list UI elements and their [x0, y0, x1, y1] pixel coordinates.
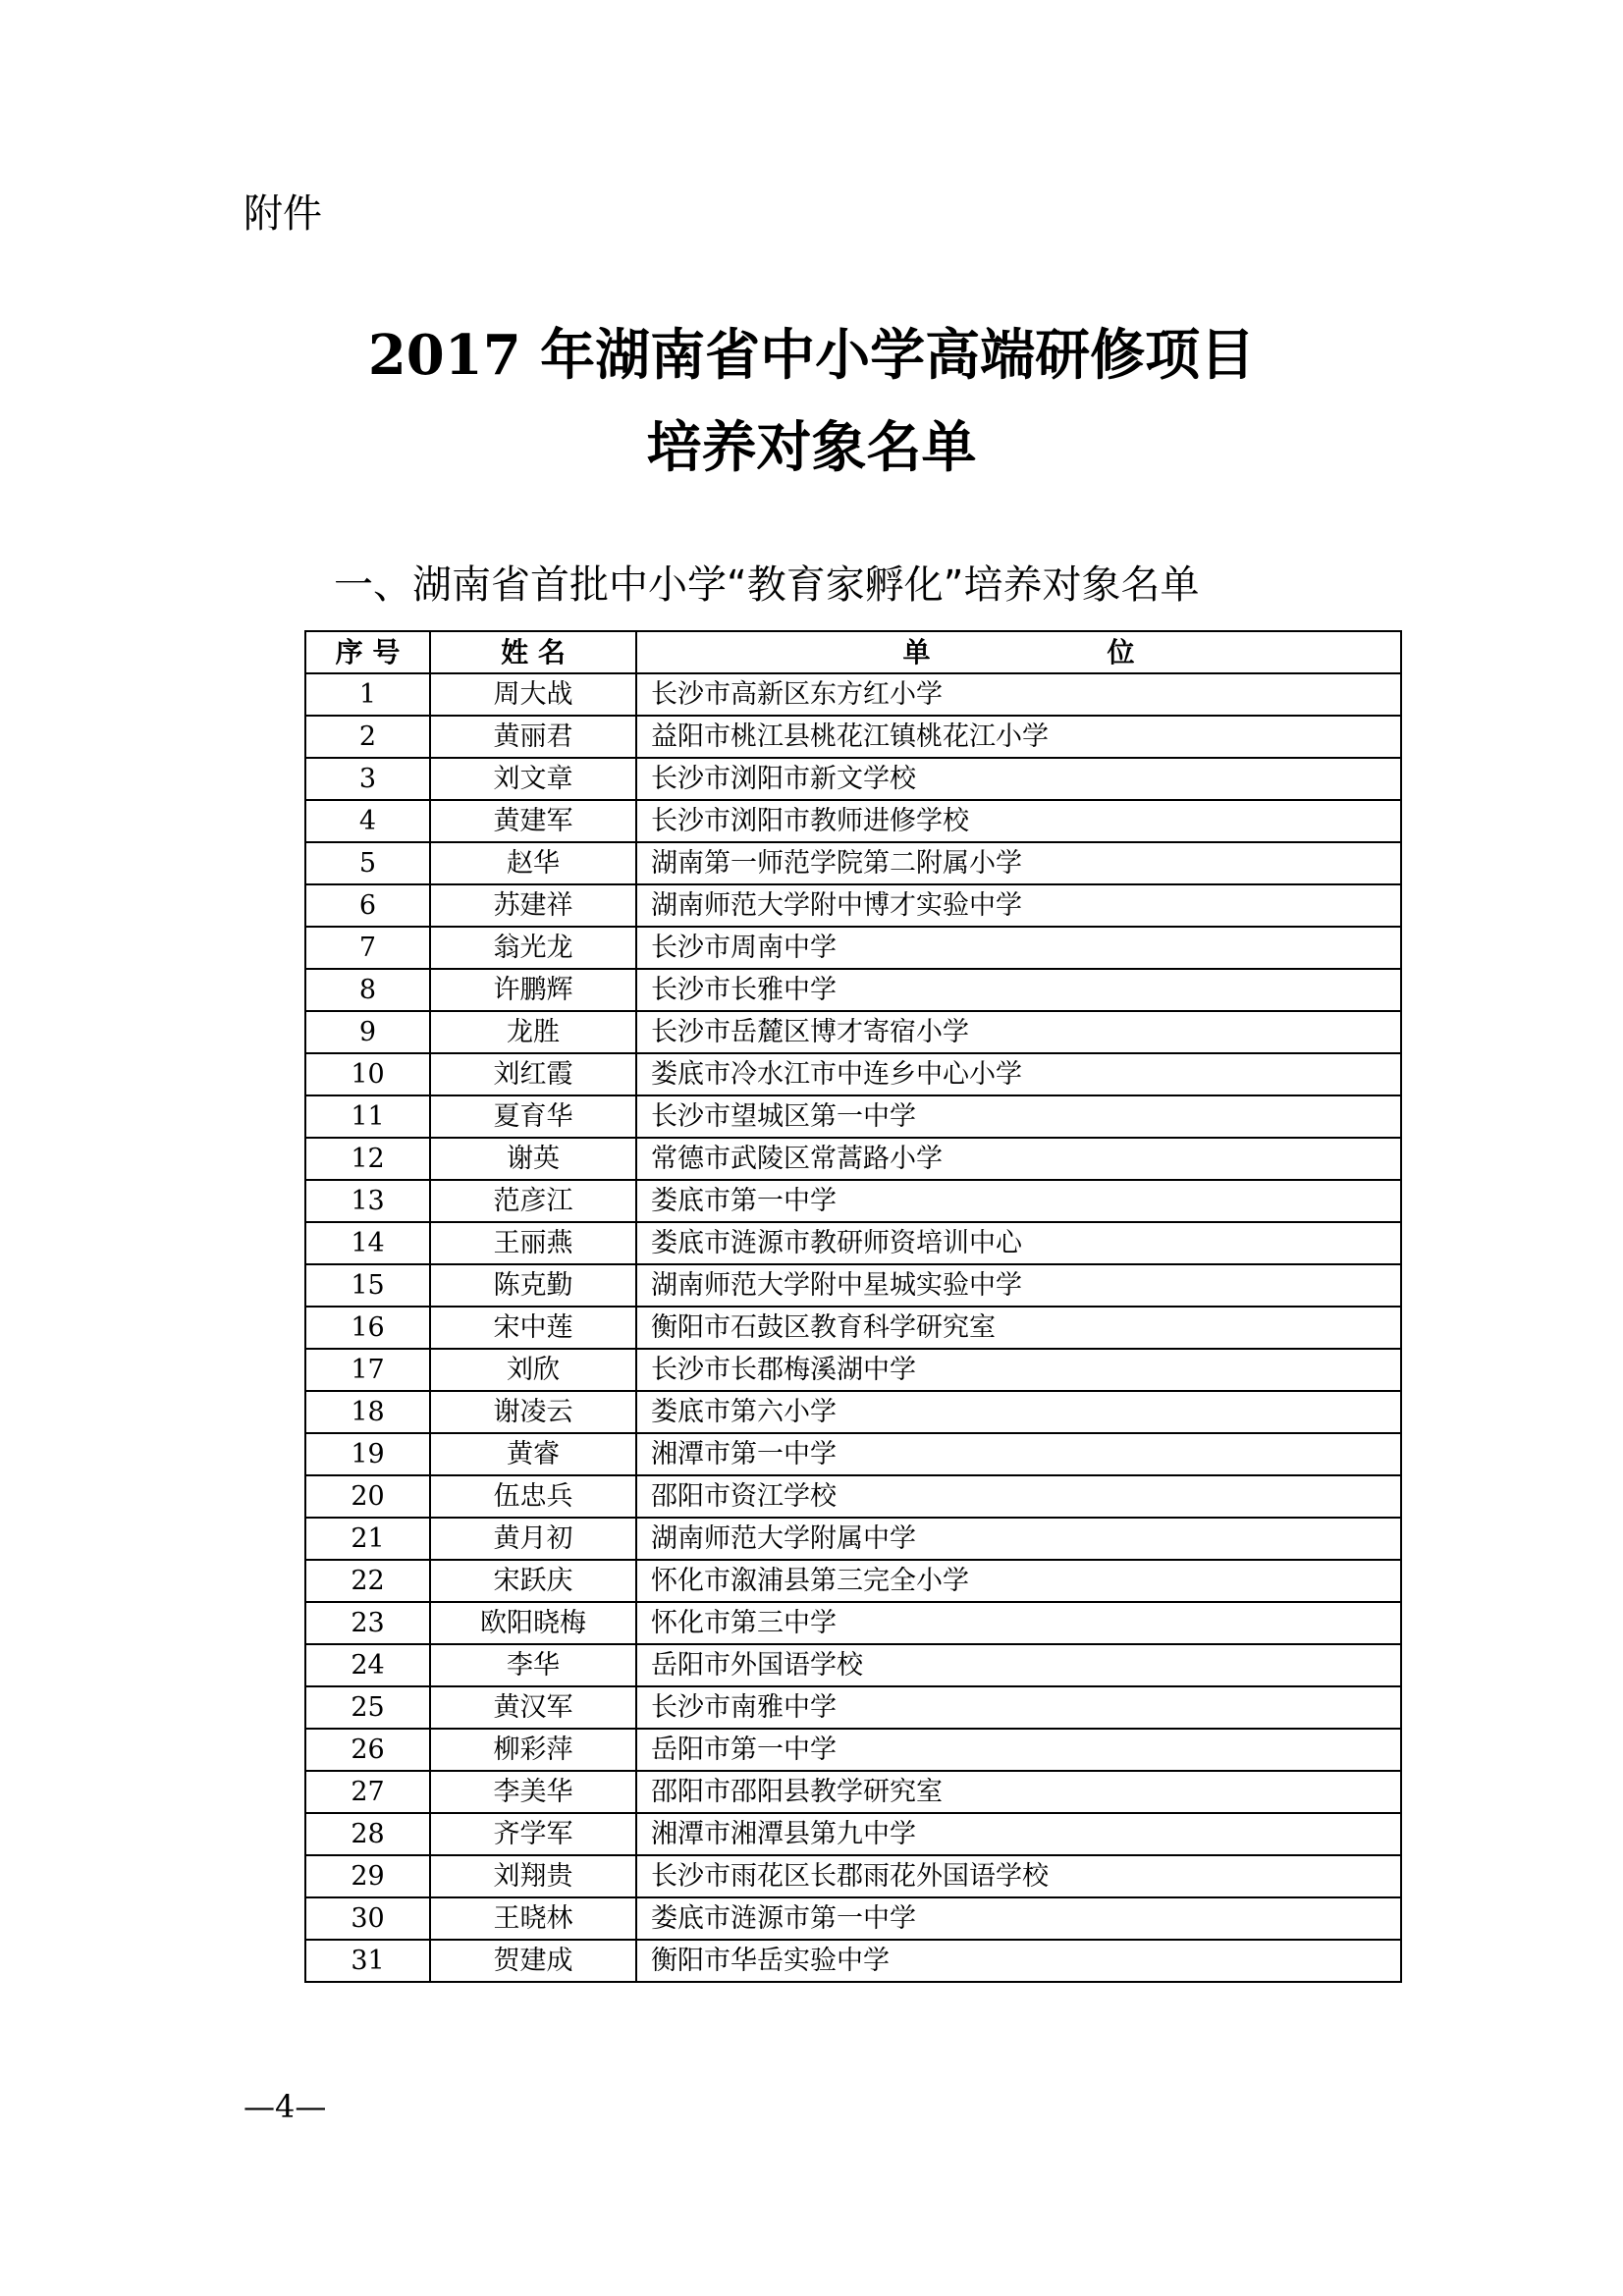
unit-cell: 怀化市溆浦县第三完全小学 [636, 1560, 1401, 1602]
header-unit-right: 位 [1107, 636, 1135, 668]
serial-number-cell: 3 [305, 758, 430, 800]
person-name-cell: 龙胜 [430, 1011, 636, 1053]
table-row [305, 1940, 1401, 1982]
table-row [305, 1011, 1401, 1053]
person-name-cell: 黄丽君 [430, 716, 636, 758]
person-name-cell: 齐学军 [430, 1813, 636, 1855]
table-header-row [305, 631, 1401, 673]
header-unit [636, 631, 1401, 673]
person-name-cell: 欧阳晓梅 [430, 1602, 636, 1644]
serial-number-cell: 8 [305, 969, 430, 1011]
unit-cell: 长沙市长郡梅溪湖中学 [636, 1349, 1401, 1391]
serial-number-cell: 22 [305, 1560, 430, 1602]
unit-cell: 娄底市涟源市教研师资培训中心 [636, 1222, 1401, 1264]
person-name-cell: 宋跃庆 [430, 1560, 636, 1602]
serial-number-cell: 7 [305, 927, 430, 969]
person-name-cell: 李美华 [430, 1771, 636, 1813]
table-row [305, 1053, 1401, 1095]
unit-cell: 湘潭市第一中学 [636, 1433, 1401, 1475]
person-name-cell: 刘欣 [430, 1349, 636, 1391]
unit-cell: 长沙市高新区东方红小学 [636, 673, 1401, 716]
serial-number-cell: 17 [305, 1349, 430, 1391]
serial-number-cell: 9 [305, 1011, 430, 1053]
table-row [305, 1433, 1401, 1475]
person-name-cell: 王丽燕 [430, 1222, 636, 1264]
person-name-cell: 翁光龙 [430, 927, 636, 969]
person-name-cell: 黄月初 [430, 1518, 636, 1560]
table-row [305, 673, 1401, 716]
serial-number-cell: 30 [305, 1897, 430, 1940]
table-row [305, 1475, 1401, 1518]
table-row [305, 1771, 1401, 1813]
unit-cell: 湖南师范大学附中博才实验中学 [636, 884, 1401, 927]
table-row [305, 800, 1401, 842]
person-name-cell: 苏建祥 [430, 884, 636, 927]
person-name-cell: 柳彩萍 [430, 1729, 636, 1771]
table-row [305, 1264, 1401, 1307]
person-name-cell: 陈克勤 [430, 1264, 636, 1307]
table-row [305, 1307, 1401, 1349]
person-name-cell: 赵华 [430, 842, 636, 884]
table-row [305, 842, 1401, 884]
table-row [305, 1602, 1401, 1644]
unit-cell: 邵阳市邵阳县教学研究室 [636, 1771, 1401, 1813]
serial-number-cell: 18 [305, 1391, 430, 1433]
unit-cell: 长沙市望城区第一中学 [636, 1095, 1401, 1138]
serial-number-cell: 15 [305, 1264, 430, 1307]
roster-body [305, 673, 1401, 1982]
person-name-cell: 刘文章 [430, 758, 636, 800]
serial-number-cell: 13 [305, 1180, 430, 1222]
table-row [305, 884, 1401, 927]
header-unit-left: 单 [902, 636, 931, 668]
unit-cell: 娄底市第一中学 [636, 1180, 1401, 1222]
table-row [305, 1729, 1401, 1771]
unit-cell: 岳阳市第一中学 [636, 1729, 1401, 1771]
unit-cell: 益阳市桃江县桃花江镇桃花江小学 [636, 716, 1401, 758]
serial-number-cell: 10 [305, 1053, 430, 1095]
unit-cell: 长沙市浏阳市新文学校 [636, 758, 1401, 800]
serial-number-cell: 29 [305, 1855, 430, 1897]
table-row [305, 1560, 1401, 1602]
table-row [305, 758, 1401, 800]
document-title-line-1: 2017 年湖南省中小学高端研修项目 [367, 323, 1256, 388]
header-serial-number: 序 号 [305, 631, 430, 673]
unit-cell: 长沙市南雅中学 [636, 1686, 1401, 1729]
document-title-line-2: 培养对象名单 [646, 415, 977, 480]
serial-number-cell: 4 [305, 800, 430, 842]
table-row [305, 1855, 1401, 1897]
person-name-cell: 黄建军 [430, 800, 636, 842]
person-name-cell: 伍忠兵 [430, 1475, 636, 1518]
person-name-cell: 李华 [430, 1644, 636, 1686]
serial-number-cell: 16 [305, 1307, 430, 1349]
unit-cell: 长沙市长雅中学 [636, 969, 1401, 1011]
serial-number-cell: 23 [305, 1602, 430, 1644]
serial-number-cell: 2 [305, 716, 430, 758]
table-row [305, 1686, 1401, 1729]
table-row [305, 716, 1401, 758]
person-name-cell: 谢英 [430, 1138, 636, 1180]
serial-number-cell: 25 [305, 1686, 430, 1729]
unit-cell: 娄底市第六小学 [636, 1391, 1401, 1433]
table-row [305, 1644, 1401, 1686]
unit-cell: 岳阳市外国语学校 [636, 1644, 1401, 1686]
table-row [305, 1897, 1401, 1940]
person-name-cell: 黄汉军 [430, 1686, 636, 1729]
unit-cell: 长沙市浏阳市教师进修学校 [636, 800, 1401, 842]
unit-cell: 湖南师范大学附中星城实验中学 [636, 1264, 1401, 1307]
person-name-cell: 谢凌云 [430, 1391, 636, 1433]
person-name-cell: 周大战 [430, 673, 636, 716]
serial-number-cell: 20 [305, 1475, 430, 1518]
person-name-cell: 黄睿 [430, 1433, 636, 1475]
serial-number-cell: 14 [305, 1222, 430, 1264]
unit-cell: 娄底市涟源市第一中学 [636, 1897, 1401, 1940]
serial-number-cell: 12 [305, 1138, 430, 1180]
person-name-cell: 刘红霞 [430, 1053, 636, 1095]
section-heading: 一、湖南省首批中小学“教育家孵化”培养对象名单 [334, 562, 1200, 608]
serial-number-cell: 5 [305, 842, 430, 884]
unit-cell: 湖南师范大学附属中学 [636, 1518, 1401, 1560]
unit-cell: 娄底市冷水江市中连乡中心小学 [636, 1053, 1401, 1095]
table-row [305, 1138, 1401, 1180]
unit-cell: 长沙市周南中学 [636, 927, 1401, 969]
page-number: —4— [243, 2088, 327, 2125]
serial-number-cell: 28 [305, 1813, 430, 1855]
person-name-cell: 许鹏辉 [430, 969, 636, 1011]
person-name-cell: 范彦江 [430, 1180, 636, 1222]
person-name-cell: 夏育华 [430, 1095, 636, 1138]
table-row [305, 1391, 1401, 1433]
table-row [305, 1813, 1401, 1855]
attachment-label: 附件 [243, 191, 322, 237]
table-row [305, 1518, 1401, 1560]
table-row [305, 1349, 1401, 1391]
header-name: 姓 名 [430, 631, 636, 673]
serial-number-cell: 6 [305, 884, 430, 927]
serial-number-cell: 21 [305, 1518, 430, 1560]
table-row [305, 1180, 1401, 1222]
unit-cell: 怀化市第三中学 [636, 1602, 1401, 1644]
serial-number-cell: 27 [305, 1771, 430, 1813]
serial-number-cell: 26 [305, 1729, 430, 1771]
table-row [305, 1222, 1401, 1264]
serial-number-cell: 19 [305, 1433, 430, 1475]
person-name-cell: 王晓林 [430, 1897, 636, 1940]
person-name-cell: 贺建成 [430, 1940, 636, 1982]
table-row [305, 927, 1401, 969]
person-name-cell: 宋中莲 [430, 1307, 636, 1349]
table-row [305, 969, 1401, 1011]
table-row [305, 1095, 1401, 1138]
serial-number-cell: 31 [305, 1940, 430, 1982]
unit-cell: 衡阳市石鼓区教育科学研究室 [636, 1307, 1401, 1349]
unit-cell: 衡阳市华岳实验中学 [636, 1940, 1401, 1982]
serial-number-cell: 24 [305, 1644, 430, 1686]
serial-number-cell: 1 [305, 673, 430, 716]
unit-cell: 长沙市岳麓区博才寄宿小学 [636, 1011, 1401, 1053]
unit-cell: 湘潭市湘潭县第九中学 [636, 1813, 1401, 1855]
unit-cell: 湖南第一师范学院第二附属小学 [636, 842, 1401, 884]
serial-number-cell: 11 [305, 1095, 430, 1138]
person-name-cell: 刘翔贵 [430, 1855, 636, 1897]
unit-cell: 长沙市雨花区长郡雨花外国语学校 [636, 1855, 1401, 1897]
roster-table [304, 630, 1402, 1983]
unit-cell: 邵阳市资江学校 [636, 1475, 1401, 1518]
unit-cell: 常德市武陵区常蒿路小学 [636, 1138, 1401, 1180]
